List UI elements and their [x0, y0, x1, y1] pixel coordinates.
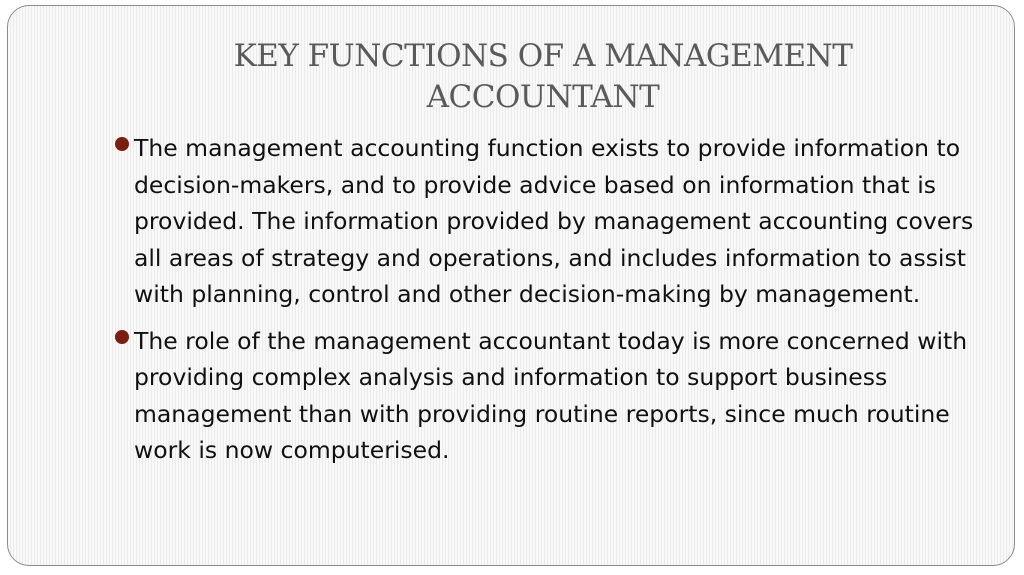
slide-title: [108, 36, 978, 118]
slide-title-line-1: KEY FUNCTIONS OF A MANAGEMENT: [233, 38, 853, 74]
bullet-list: [112, 130, 982, 479]
bullet-text-1: The management accounting function exists to provide information to decision-makers, and to provide advice based on information that is provided. The information provided by management accounting covers all areas of strategy and operations, and includes information to assist with planning, control and other decision-making by management.: [134, 134, 974, 308]
bullet-icon: [115, 137, 129, 151]
bullet-icon: [115, 330, 129, 344]
slide-title-line-2: ACCOUNTANT: [426, 79, 660, 115]
bullet-item-2: [112, 323, 982, 469]
bullet-item-1: [112, 130, 982, 313]
bullet-text-2: The role of the management accountant today is more concerned with providing complex analysis and information to support business management than with providing routine reports, since much routine work is now computerised.: [134, 326, 968, 464]
slide: [7, 5, 1015, 566]
